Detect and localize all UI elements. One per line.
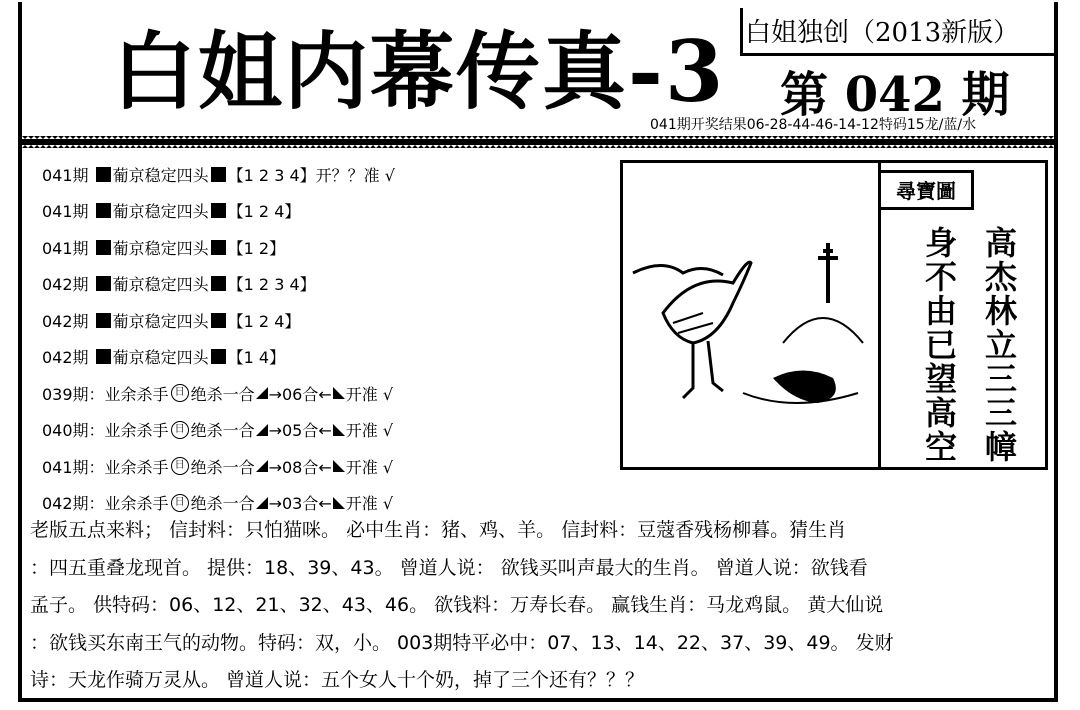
- item-tail: 开准 √: [345, 494, 394, 514]
- item-text: 绝杀一合: [190, 494, 255, 514]
- list-item: [42, 156, 395, 193]
- prediction-list: [42, 156, 395, 521]
- subtitle: 白姐独创（2013新版）: [745, 18, 1020, 48]
- period-label: 040期：: [42, 421, 105, 441]
- period-label: 041期：: [42, 457, 105, 477]
- square-icon: [96, 203, 111, 218]
- square-icon: [96, 276, 111, 291]
- triangle-icon: [256, 460, 268, 472]
- item-text: 葡京稳定四头: [112, 311, 209, 331]
- square-icon: [211, 276, 226, 291]
- triangle-icon: [256, 424, 268, 436]
- item-numbers: 【1 2】: [227, 238, 286, 258]
- circled-char: 日: [171, 384, 189, 402]
- triangle-icon: [256, 387, 268, 399]
- item-text: 业余杀手: [104, 384, 169, 404]
- item-text: 葡京稳定四头: [112, 348, 209, 368]
- circled-char: 日: [171, 494, 189, 512]
- tips-paragraph: [30, 512, 1050, 700]
- list-item: [42, 229, 395, 266]
- draw-result: 041期开奖结果06-28-44-46-14-12特码15龙/蓝/水: [650, 117, 977, 133]
- period-label: 041期: [42, 238, 89, 258]
- period-label: 042期: [42, 348, 89, 368]
- square-icon: [211, 349, 226, 364]
- square-icon: [211, 240, 226, 255]
- period-label: 042期: [42, 275, 89, 295]
- square-icon: [96, 313, 111, 328]
- item-numbers: 【1 2 4】: [227, 311, 301, 331]
- paragraph-line: ：欲钱买东南王气的动物。特码：双，小。 003期特平必中：07、13、14、22、37、39、49。 发财: [30, 631, 894, 654]
- circled-char: 日: [171, 457, 189, 475]
- circled-char: 日: [171, 421, 189, 439]
- item-tail: 开准 √: [345, 384, 394, 404]
- list-item: [42, 339, 395, 376]
- period-label: 042期: [42, 311, 89, 331]
- square-icon: [96, 240, 111, 255]
- treasure-seal: 尋寶圖: [878, 170, 974, 210]
- list-item: [42, 448, 395, 485]
- triangle-icon: [333, 460, 345, 472]
- square-icon: [211, 313, 226, 328]
- list-item: [42, 412, 395, 449]
- zigzag-divider: [22, 136, 1058, 148]
- list-item: [42, 266, 395, 303]
- item-numbers: 【1 2 3 4】: [227, 275, 316, 295]
- item-numbers: 【1 4】: [227, 348, 286, 368]
- list-item: [42, 375, 395, 412]
- item-numbers: 【1 2 3 4】: [227, 165, 316, 185]
- paragraph-line: 老版五点来料； 信封料：只怕猫咪。 必中生肖：猪、鸡、羊。 信封料：豆蔻香残杨柳暮。猜生肖: [30, 519, 847, 541]
- item-text: 绝杀一合: [190, 384, 255, 404]
- bird-illustration: [623, 163, 878, 467]
- item-numbers: →03合←: [268, 494, 332, 514]
- item-tail: 开准 √: [345, 421, 394, 441]
- item-text: 葡京稳定四头: [112, 165, 209, 185]
- item-text: 业余杀手: [104, 457, 169, 477]
- poem-right: 高杰林立三三幛: [980, 226, 1018, 464]
- period-label: 042期：: [42, 494, 105, 514]
- item-numbers: 【1 2 4】: [227, 202, 301, 222]
- triangle-icon: [333, 387, 345, 399]
- square-icon: [96, 349, 111, 364]
- item-text: 绝杀一合: [190, 457, 255, 477]
- triangle-icon: [333, 497, 345, 509]
- square-icon: [211, 167, 226, 182]
- poem-left: 身不由已望高空: [920, 226, 958, 464]
- paragraph-line: 诗：天龙作骑万灵从。 曾道人说：五个女人十个奶，掉了三个还有？？？: [30, 669, 645, 691]
- triangle-icon: [333, 424, 345, 436]
- item-numbers: →08合←: [268, 457, 332, 477]
- item-text: 绝杀一合: [190, 421, 255, 441]
- period-label: 041期: [42, 165, 89, 185]
- list-item: [42, 193, 395, 230]
- item-numbers: →05合←: [268, 421, 332, 441]
- list-item: [42, 302, 395, 339]
- item-text: 业余杀手: [104, 494, 169, 514]
- page-title: 白姐内幕传真-3: [112, 22, 726, 121]
- item-text: 业余杀手: [104, 421, 169, 441]
- item-tail: 开准 √: [345, 457, 394, 477]
- paragraph-line: ：四五重叠龙现首。 提供：18、39、43。 曾道人说： 欲钱买叫声最大的生肖。 曾道人说：欲钱看: [30, 556, 868, 579]
- square-icon: [211, 203, 226, 218]
- issue-number: 第 042 期: [780, 67, 1010, 123]
- item-tail: 开？？准 √: [315, 165, 395, 185]
- item-text: 葡京稳定四头: [112, 238, 209, 258]
- item-numbers: →06合←: [268, 384, 332, 404]
- item-text: 葡京稳定四头: [112, 275, 209, 295]
- triangle-icon: [256, 497, 268, 509]
- square-icon: [96, 167, 111, 182]
- period-label: 041期: [42, 202, 89, 222]
- period-label: 039期：: [42, 384, 105, 404]
- paragraph-line: 孟子。 供特码：06、12、21、32、43、46。 欲钱料：万寿长春。 赢钱生肖：马龙鸡鼠。 黄大仙说: [30, 594, 884, 616]
- item-text: 葡京稳定四头: [112, 202, 209, 222]
